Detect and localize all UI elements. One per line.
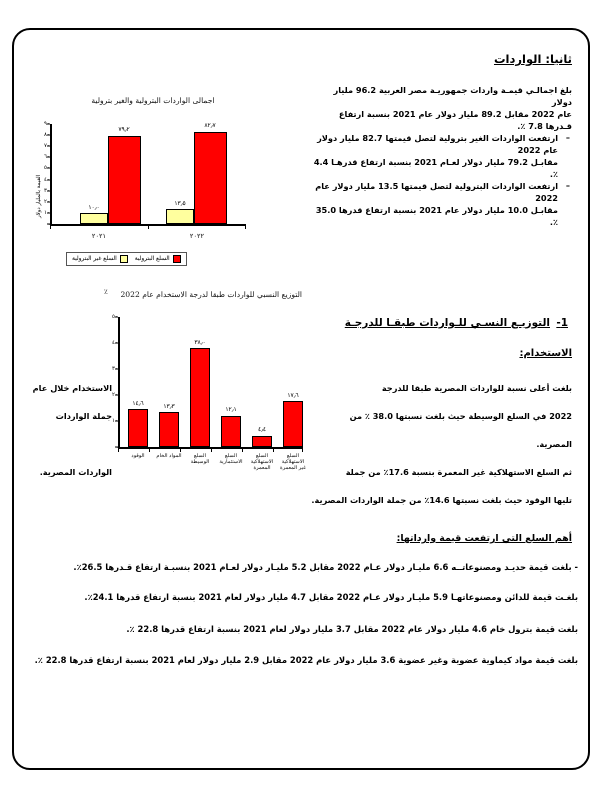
subsection-body-line-2: 2022 في السلع الوسيطة حيث بلغت نسبتها 38.0 ٪ من [349, 411, 572, 421]
chart-2-bar-label-3: ١٢٫١ [225, 407, 237, 413]
left-fragment-1: الاستخدام خلال عام [32, 383, 112, 393]
chart-1-xtick-1 [148, 226, 149, 229]
chart-1-bar-label-nonpetroleum-2021: ١٠٫٠ [88, 205, 100, 211]
chart-1-xtick-0 [50, 226, 51, 229]
chart-2-category-5: السلع الاستهلاكية غير المعمرة [280, 453, 306, 471]
chart-1-legend-label-nonpetroleum: السلع غير البترولية [72, 256, 117, 262]
chart-2-xtick-5 [273, 449, 274, 452]
subsection-body-line-3: المصرية. [536, 439, 572, 449]
bottom-line-2: بلغـت قيمة للدائن ومصنوعاتهـا 5.9 مليـار دولار عـام 2022 مقابل 4.7 مليار دولار لعام 2021 بنسبة ارتفاع قدرها 24.1٪. [84, 592, 578, 602]
chart-1-title: اجمالى الواردات البترولية والغير بترولية [91, 96, 215, 105]
bottom-line-3: بلغت قيمة بترول خام 4.6 مليار دولار عام 2022 مقابل 3.7 مليار دولار لعام 2021 بنسبة ارتفاع قدرها 22.8 ٪. [126, 624, 578, 634]
subsection-body-line-1: بلغت أعلى نسبة للواردات المصرية طبقا للدرجة [381, 383, 572, 393]
chart-1-legend-item-nonpetroleum [72, 255, 128, 263]
chart-2-unit-mark: ٪ [104, 288, 108, 296]
chart-2-y-axis [118, 317, 120, 449]
chart-1-ytick-4: ٤٠ [43, 176, 50, 183]
chart-1-bar-petroleum-2022 [194, 132, 227, 224]
legend-swatch-red-icon [173, 255, 181, 263]
page-title: ثانيا: الواردات [493, 52, 572, 66]
chart-2-bar-2 [190, 348, 210, 447]
chart-2-bar-1 [159, 412, 179, 447]
chart-1-y-axis [50, 124, 52, 226]
chart-1-y-axis-label: القيمة بالمليار دولار [36, 174, 42, 218]
bullet-1-line-1: ارتفعت الواردات الغير بترولية لتصل قيمتها 82.7 مليار دولار عام 2022 [317, 133, 558, 156]
chart-1-ytick-5: ٥٠ [43, 165, 50, 172]
chart-1-ytick-1: ١٠ [43, 209, 50, 216]
chart-2-xtick-0 [118, 449, 119, 452]
subsection-body-line-5: تليها الوقود حيث بلغت نسبتها 14.6٪ من جملة الواردات المصرية. [311, 495, 572, 505]
chart-imports-petroleum [28, 96, 278, 284]
chart-1-legend-item-petroleum [135, 255, 181, 263]
chart-1-bar-label-nonpetroleum-2022: ١٣٫٥ [174, 201, 186, 207]
chart-2-xtick-2 [180, 449, 181, 452]
chart-2-bar-label-4: ٤٫٤ [257, 427, 267, 433]
chart-2-ytick-1: ١٠ [111, 418, 118, 424]
bottom-line-4: بلغت قيمة مواد كيماوية عضوية وغير عضوية 3.6 مليار دولار عام 2022 مقابل 2.9 مليار دولار لعام 2021 بنسبة ارتفاع قدرها 22.8 ٪. [34, 655, 578, 665]
chart-1-ytick-3: ٣٠ [43, 187, 50, 194]
bottom-section-heading: أهم السلع التي ارتفعت قيمة وارداتها: [396, 533, 572, 544]
chart-1-legend-label-petroleum: السلع البترولية [134, 256, 170, 262]
chart-2-xtick-6 [302, 449, 303, 452]
chart-2-bar-label-2: ٣٨٫٠ [194, 340, 206, 346]
chart-2-category-0: الوقود [131, 453, 145, 459]
bullet-1-line-2: مقابـل 79.2 مليار دولار لعـام 2021 بنسبة ارتفاع قدرهـا 4.4 ٪. [313, 157, 558, 180]
subsection-body-line-4: ثم السلع الاستهلاكية غير المعمرة بنسبة 17.6٪ من جملة [345, 467, 572, 477]
chart-2-xtick-4 [242, 449, 243, 452]
chart-1-category-2022: ٢٠٢٢ [189, 232, 205, 240]
chart-2-ytick-5: ٥٠ [111, 314, 118, 320]
bullet-marker-2: – [565, 180, 570, 190]
chart-2-plot-area [111, 314, 306, 471]
chart-2-bar-label-0: ١٤٫٦ [132, 401, 144, 407]
subsection-title: التوزيـع النسـي للـواردات طبقـا للدرجـة [344, 317, 550, 329]
chart-2-bar-3 [221, 416, 241, 447]
chart-1-bar-nonpetroleum-2021 [80, 213, 108, 224]
subsection-subtitle: الاستخدام: [519, 348, 572, 359]
chart-2-category-1: المواد الخام [156, 453, 182, 459]
chart-1-bar-label-petroleum-2021: ٧٩٫٢ [118, 127, 130, 133]
chart-2-bar-0 [128, 409, 148, 447]
left-fragment-2: جملة الواردات [55, 411, 112, 421]
chart-2-bar-label-5: ١٧٫٦ [287, 393, 299, 399]
chart-2-bar-5 [283, 401, 303, 447]
left-fragment-3: الواردات المصرية. [39, 467, 112, 477]
chart-2-title: التوزيع النسبي للواردات طبقا لدرجة الاستخدام عام 2022 [120, 290, 302, 299]
chart-1-ytick-0: . [48, 221, 50, 227]
chart-2-bar-label-1: ١٣٫٣ [163, 404, 175, 410]
chart-1-category-2021: ٢٠٢١ [91, 232, 107, 240]
chart-relative-distribution [100, 290, 315, 495]
chart-1-bar-label-petroleum-2022: ٨٢٫٧ [204, 123, 216, 129]
bullet-2-line-1: ارتفعت الواردات البترولية لتصل قيمتها 13.5 مليار دولار عام 2022 [315, 181, 558, 204]
chart-1-legend [66, 252, 187, 266]
subsection-number: 1- [556, 317, 568, 329]
intro-paragraph-line-1: بلغ اجمالـي قيمـة واردات جمهوريـة مصر العربية 96.2 مليار دولار [333, 85, 572, 108]
chart-1-plot-area [43, 121, 246, 240]
bottom-line-1: - بلغت قيمة حديـد ومصنوعاتــه 6.6 مليـار دولار عـام 2022 مقابل 5.2 مليـار دولار لعـام 2021 بنسبـة ارتفاع قـدرها 26.5٪. [73, 562, 578, 572]
intro-paragraph-line-2: عام 2022 مقابل 89.2 مليار دولار عام 2021 بنسبة ارتفاع قـدرها 7.8 ٪. [338, 109, 572, 132]
chart-1-ytick-8: ٨٠ [43, 132, 50, 139]
legend-swatch-yellow-icon [120, 255, 128, 263]
chart-1-ytick-7: ٧٠ [43, 143, 50, 150]
chart-1-ytick-6: ٦٠ [43, 154, 50, 161]
chart-2-ytick-2: ٢٠ [111, 392, 118, 398]
chart-2-category-2: السلع الوسيطة [190, 453, 210, 465]
chart-2-xtick-3 [211, 449, 212, 452]
chart-1-ytick-9: ٩٠ [43, 121, 50, 127]
chart-2-xtick-1 [149, 449, 150, 452]
chart-1-bar-petroleum-2021 [108, 136, 141, 224]
bullet-2-line-2: مقابـل 10.0 مليار دولار عام 2021 بنسبة ارتفاع قدرها 35.0 ٪. [315, 205, 558, 228]
chart-2-ytick-0: . [116, 444, 118, 450]
chart-1-bar-nonpetroleum-2022 [166, 209, 194, 224]
chart-2-ytick-4: ٤٠ [111, 340, 118, 346]
chart-2-category-3: السلع الاستثمارية [219, 453, 243, 465]
bullet-marker-1: – [565, 132, 570, 142]
chart-2-ytick-3: ٣٠ [111, 366, 118, 372]
chart-1-ytick-2: ٢٠ [43, 198, 50, 205]
chart-2-category-4: السلع الاستهلاكية المعمرة [250, 453, 274, 471]
chart-1-xtick-2 [245, 226, 246, 229]
chart-2-bar-4 [252, 436, 272, 447]
